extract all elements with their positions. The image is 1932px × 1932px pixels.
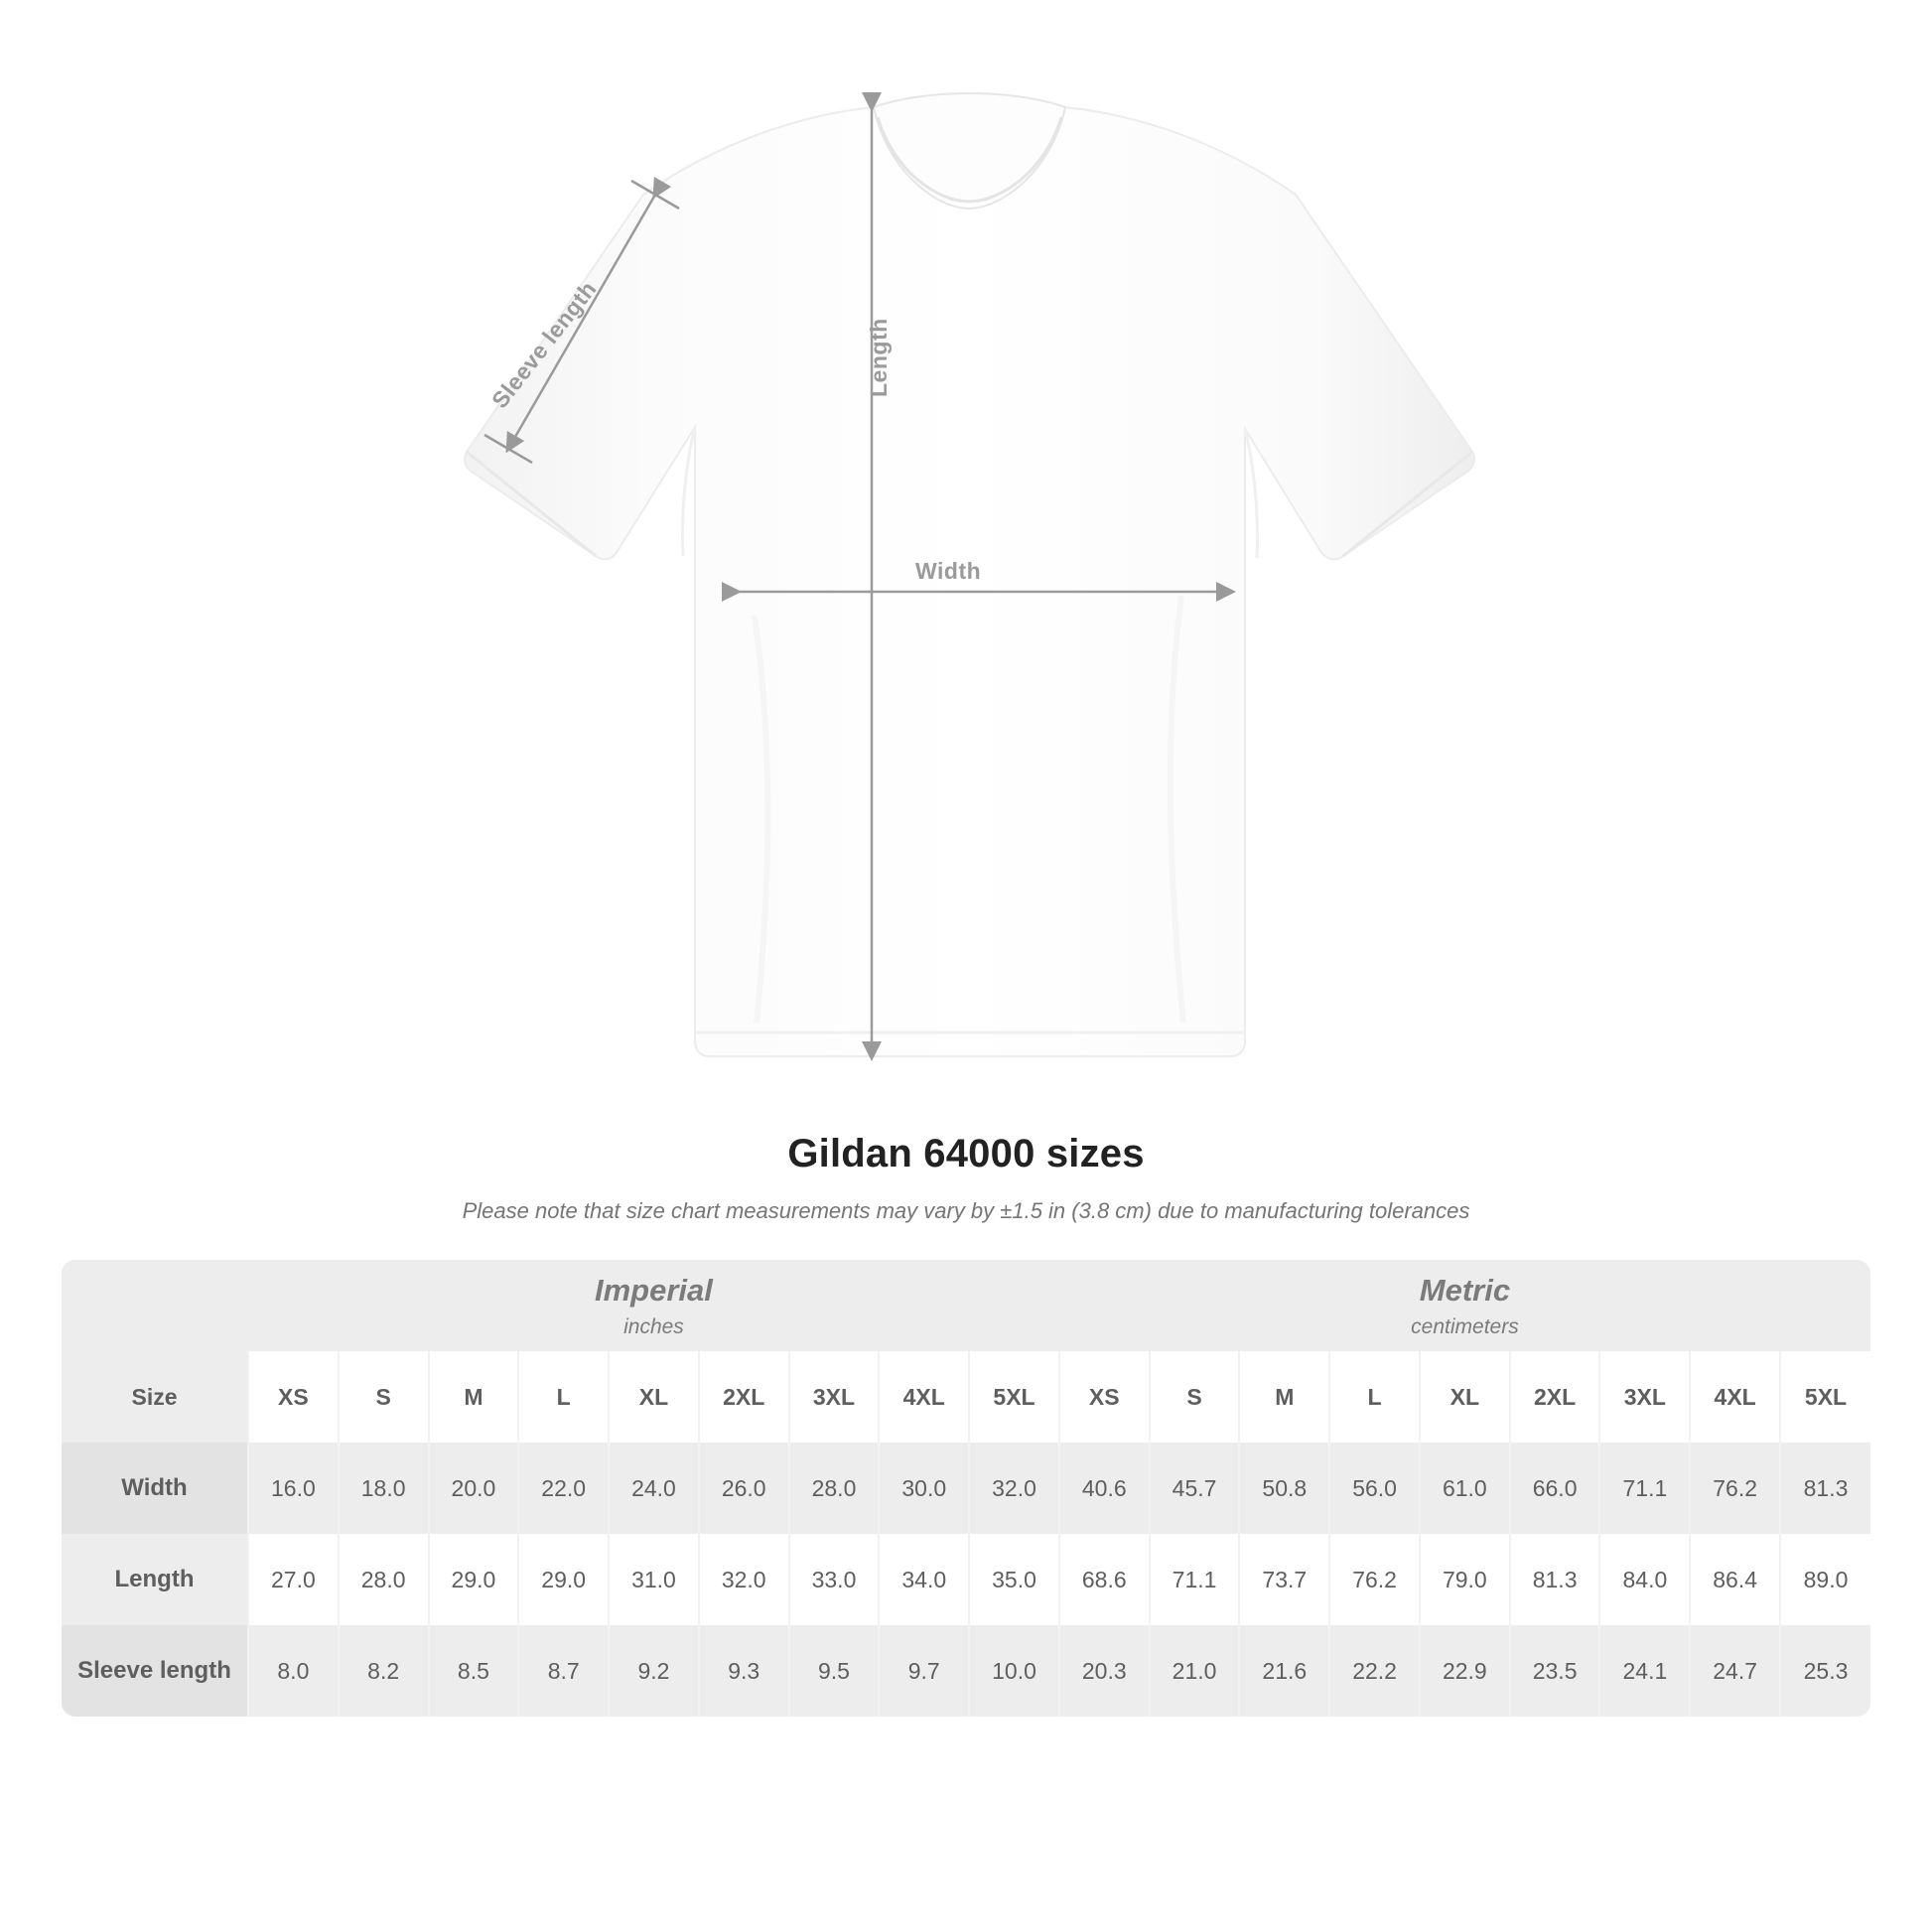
measurement-cell: 10.0 (969, 1625, 1059, 1717)
size-header-cell: XL (609, 1351, 699, 1443)
table-row (62, 1534, 1870, 1625)
measurement-cell: 79.0 (1420, 1534, 1510, 1625)
measurement-cell: 84.0 (1599, 1534, 1690, 1625)
row-header-width: Width (62, 1443, 248, 1534)
measurement-cell: 9.2 (609, 1625, 699, 1717)
measurement-cell: 8.7 (518, 1625, 609, 1717)
measurement-cell: 8.2 (339, 1625, 429, 1717)
measurement-cell: 22.0 (518, 1443, 609, 1534)
size-header-cell: 2XL (699, 1351, 789, 1443)
measurement-cell: 66.0 (1510, 1443, 1600, 1534)
size-header-cell: L (518, 1351, 609, 1443)
measurement-cell: 22.9 (1420, 1625, 1510, 1717)
table-row (62, 1443, 1870, 1534)
size-header-cell: XS (1059, 1351, 1150, 1443)
measurement-cell: 29.0 (518, 1534, 609, 1625)
measurement-cell: 89.0 (1780, 1534, 1870, 1625)
size-header-cell: 3XL (789, 1351, 880, 1443)
size-header-cell: S (339, 1351, 429, 1443)
measurement-cell: 30.0 (879, 1443, 969, 1534)
measurement-cell: 29.0 (429, 1534, 519, 1625)
measurement-cell: 32.0 (969, 1443, 1059, 1534)
measurement-cell: 20.0 (429, 1443, 519, 1534)
unit-sub-metric: centimeters (1411, 1314, 1519, 1338)
measurement-cell: 8.0 (248, 1625, 339, 1717)
measurement-cell: 26.0 (699, 1443, 789, 1534)
size-header-row (62, 1351, 1870, 1443)
measurement-cell: 40.6 (1059, 1443, 1150, 1534)
measurement-cell: 31.0 (609, 1534, 699, 1625)
row-header-sleeve-length: Sleeve length (62, 1625, 248, 1717)
size-header-cell: 2XL (1510, 1351, 1600, 1443)
tolerance-note: Please note that size chart measurements may vary by ±1.5 in (3.8 cm) due to manufacturing tolerances (462, 1198, 1470, 1223)
measurement-cell: 68.6 (1059, 1534, 1150, 1625)
size-header-cell: M (429, 1351, 519, 1443)
measurement-cell: 9.3 (699, 1625, 789, 1717)
size-header-cell: M (1239, 1351, 1329, 1443)
measurement-cell: 73.7 (1239, 1534, 1329, 1625)
size-header-cell: L (1329, 1351, 1420, 1443)
measurement-cell: 35.0 (969, 1534, 1059, 1625)
measurement-cell: 56.0 (1329, 1443, 1420, 1534)
measurement-cell: 25.3 (1780, 1625, 1870, 1717)
measurement-cell: 24.7 (1690, 1625, 1780, 1717)
measurement-cell: 86.4 (1690, 1534, 1780, 1625)
unit-group-imperial (248, 1260, 1059, 1351)
measurement-cell: 34.0 (879, 1534, 969, 1625)
size-header-cell: 5XL (1780, 1351, 1870, 1443)
measurement-cell: 50.8 (1239, 1443, 1329, 1534)
measurement-cell: 28.0 (789, 1443, 880, 1534)
measurement-cell: 33.0 (789, 1534, 880, 1625)
measurement-cell: 81.3 (1780, 1443, 1870, 1534)
measurement-cell: 23.5 (1510, 1625, 1600, 1717)
measurement-cell: 8.5 (429, 1625, 519, 1717)
measurement-cell: 24.0 (609, 1443, 699, 1534)
dimension-label-width: Width (915, 558, 982, 584)
size-header-cell: 5XL (969, 1351, 1059, 1443)
size-header-cell: 3XL (1599, 1351, 1690, 1443)
row-header-length: Length (62, 1534, 248, 1625)
size-table (62, 1260, 1870, 1717)
measurement-cell: 24.1 (1599, 1625, 1690, 1717)
measurement-cell: 61.0 (1420, 1443, 1510, 1534)
size-header-cell: XS (248, 1351, 339, 1443)
measurement-cell: 22.2 (1329, 1625, 1420, 1717)
size-header-cell: S (1150, 1351, 1240, 1443)
measurement-cell: 76.2 (1329, 1534, 1420, 1625)
size-row-label: Size (62, 1351, 248, 1443)
measurement-cell: 21.6 (1239, 1625, 1329, 1717)
dimension-label-length: Length (866, 318, 892, 397)
measurement-cell: 76.2 (1690, 1443, 1780, 1534)
measurement-cell: 9.7 (879, 1625, 969, 1717)
measurement-cell: 9.5 (789, 1625, 880, 1717)
measurement-cell: 18.0 (339, 1443, 429, 1534)
measurement-cell: 27.0 (248, 1534, 339, 1625)
measurement-cell: 20.3 (1059, 1625, 1150, 1717)
size-header-cell: 4XL (879, 1351, 969, 1443)
measurement-cell: 81.3 (1510, 1534, 1600, 1625)
size-header-cell: XL (1420, 1351, 1510, 1443)
unit-name-metric: Metric (1419, 1273, 1511, 1309)
page-title: Gildan 64000 sizes (787, 1132, 1145, 1175)
measurement-cell: 21.0 (1150, 1625, 1240, 1717)
dimension-label-sleeve-length: Sleeve length (486, 276, 602, 414)
unit-group-metric (1059, 1260, 1870, 1351)
table-row (62, 1625, 1870, 1717)
size-table-container (62, 1260, 1870, 1717)
unit-header-row (62, 1260, 1870, 1351)
title-block (0, 1132, 1932, 1224)
measurement-cell: 45.7 (1150, 1443, 1240, 1534)
unit-row-spacer (62, 1260, 248, 1351)
unit-name-imperial: Imperial (595, 1273, 713, 1309)
unit-sub-imperial: inches (623, 1314, 684, 1338)
measurement-cell: 71.1 (1599, 1443, 1690, 1534)
measurement-cell: 16.0 (248, 1443, 339, 1534)
measurement-cell: 28.0 (339, 1534, 429, 1625)
size-header-cell: 4XL (1690, 1351, 1780, 1443)
measurement-cell: 71.1 (1150, 1534, 1240, 1625)
measurement-cell: 32.0 (699, 1534, 789, 1625)
